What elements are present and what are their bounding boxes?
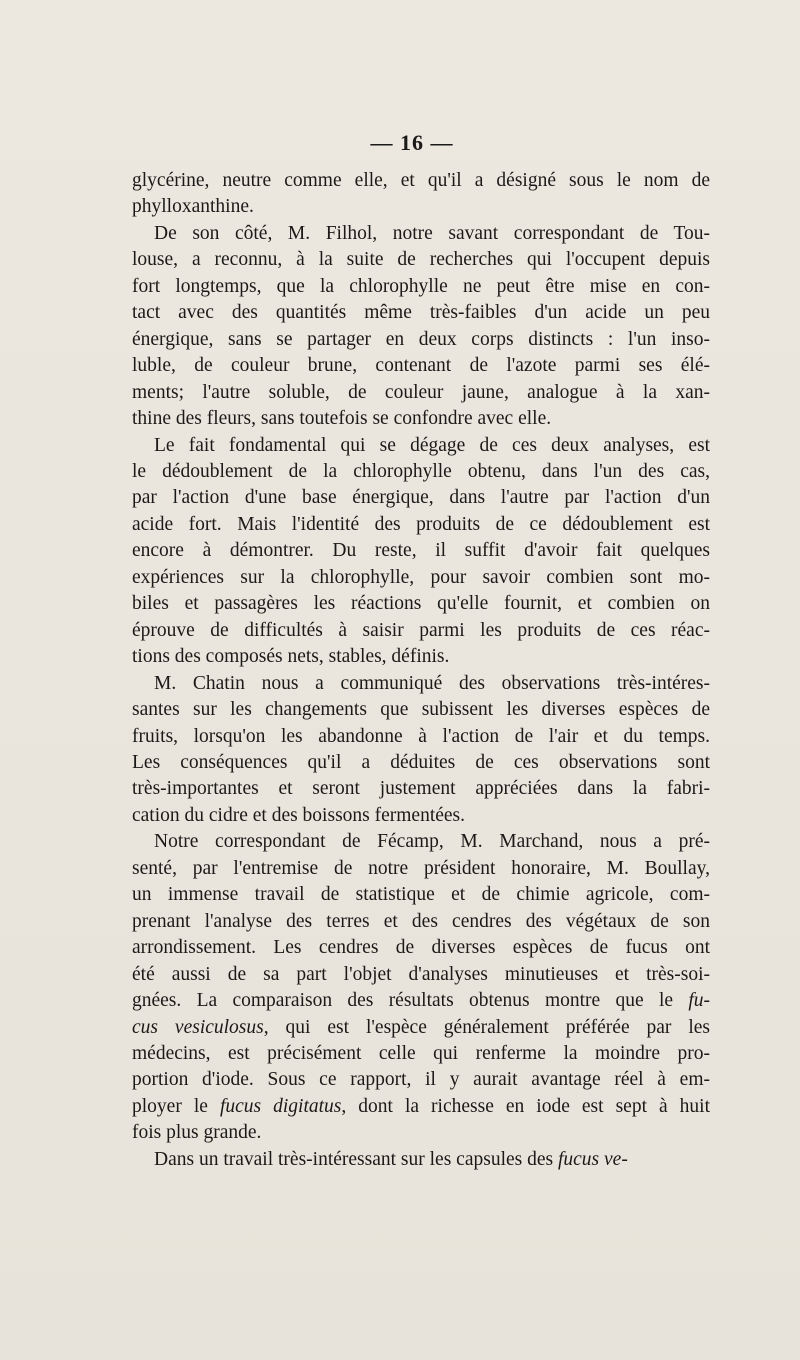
page-number: — 16 —: [370, 130, 454, 155]
text-line: thine des fleurs, sans toutefois se confondre avec elle.: [132, 408, 552, 430]
italic-run: cus vesiculosus: [132, 1016, 264, 1038]
text-run: , qui est l'espèce généralement préférée par les: [263, 1016, 711, 1038]
text-line: un immense travail de statistique et de chimie agricole, com-: [132, 884, 710, 906]
text-line: cation du cidre et des boissons fermentées.: [132, 804, 466, 826]
text-line: tact avec des quantités même très-faibles d'un acide un peu: [132, 302, 710, 324]
text-line: portion d'iode. Sous ce rapport, il y aurait avantage réel à em-: [132, 1069, 710, 1091]
text-line: fois plus grande.: [132, 1122, 262, 1144]
text-line: été aussi de sa part l'objet d'analyses minutieuses et très-soi-: [132, 963, 710, 985]
text-line: par l'action d'une base énergique, dans l'autre par l'action d'un: [132, 487, 710, 509]
text-line: [132, 1147, 710, 1173]
text-line: le dédoublement de la chlorophylle obtenu, dans l'un des cas,: [132, 460, 710, 482]
text-line: senté, par l'entremise de notre président honoraire, M. Boullay,: [132, 857, 710, 879]
text-line: expériences sur la chlorophylle, pour savoir combien sont mo-: [132, 566, 710, 588]
text-line: M. Chatin nous a communiqué des observations très-intéres-: [154, 672, 710, 694]
italic-run: fucus ve-: [557, 1148, 628, 1170]
text-line: Le fait fondamental qui se dégage de ces deux analyses, est: [154, 434, 710, 456]
text-line: Notre correspondant de Fécamp, M. Marchand, nous a pré-: [154, 831, 710, 853]
text-line: [132, 1015, 710, 1041]
text-line: louse, a reconnu, à la suite de recherches qui l'occupent depuis: [132, 249, 710, 271]
text-line: énergique, sans se partager en deux corps distincts : l'un inso-: [132, 328, 710, 350]
text-line: prenant l'analyse des terres et des cendres des végétaux de son: [132, 910, 710, 932]
text-line: biles et passagères les réactions qu'elle fournit, et combien on: [132, 593, 710, 615]
text-line: arrondissement. Les cendres de diverses espèces de fucus ont: [132, 937, 710, 959]
text-run: Dans un travail très-intéressant sur les capsules des: [154, 1148, 558, 1170]
text-line: De son côté, M. Filhol, notre savant correspondant de Tou-: [154, 222, 710, 244]
text-line: médecins, est précisément celle qui renferme la moindre pro-: [132, 1042, 710, 1064]
italic-run: fu-: [688, 990, 710, 1012]
text-run: , dont la richesse en iode est sept à huit: [341, 1095, 711, 1117]
text-line: fruits, lorsqu'on les abandonne à l'action de l'air et du temps.: [132, 725, 710, 747]
text-line: [132, 988, 710, 1014]
text-line: [132, 1094, 710, 1120]
italic-run: fucus digitatus: [219, 1095, 342, 1117]
text-line: santes sur les changements que subissent les diverses espèces de: [132, 699, 710, 721]
text-line: luble, de couleur brune, contenant de l'azote parmi ses élé-: [132, 355, 710, 377]
text-line: fort longtemps, que la chlorophylle ne peut être mise en con-: [132, 275, 710, 297]
text-line: phylloxanthine.: [132, 196, 254, 218]
text-line: encore à démontrer. Du reste, il suffit d'avoir fait quelques: [132, 540, 710, 562]
text-line: acide fort. Mais l'identité des produits de ce dédoublement est: [132, 513, 710, 535]
text-line: Les conséquences qu'il a déduites de ces observations sont: [132, 751, 710, 773]
page-body-text: [132, 168, 710, 1173]
text-run: ployer le: [132, 1095, 220, 1117]
text-line: très-importantes et seront justement appréciées dans la fabri-: [132, 778, 710, 800]
text-line: glycérine, neutre comme elle, et qu'il a désigné sous le nom de: [132, 170, 710, 191]
text-line: éprouve de difficultés à saisir parmi les produits de ces réac-: [132, 619, 710, 641]
text-line: ments; l'autre soluble, de couleur jaune, analogue à la xan-: [132, 381, 710, 403]
text-line: tions des composés nets, stables, définis.: [132, 646, 450, 668]
text-run: gnées. La comparaison des résultats obtenus montre que le: [132, 990, 689, 1012]
